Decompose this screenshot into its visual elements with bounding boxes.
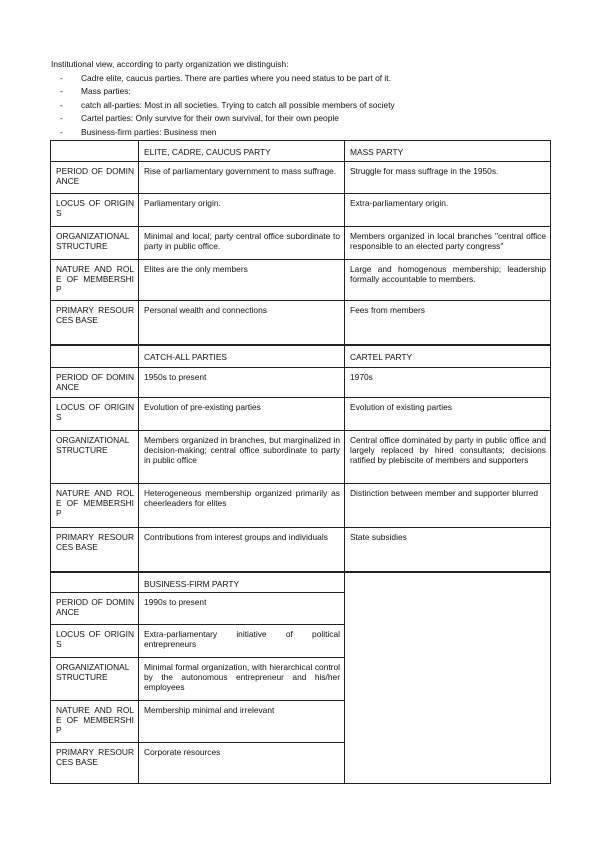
table-cell: Evolution of pre-existing parties — [139, 398, 345, 431]
table-cell: Minimal formal organization, with hierarchical control by the autonomous entrepreneur and his/her employees — [139, 658, 345, 701]
table-cell: Evolution of existing parties — [345, 398, 551, 431]
table-cell: Members organized in local branches "central office responsible to an elected party congress" — [345, 227, 551, 260]
table-row — [51, 301, 551, 345]
table-row — [51, 398, 551, 431]
party-type-list — [60, 72, 395, 139]
row-label: LOCUS OF ORIGINS — [51, 625, 139, 658]
table-cell: State subsidies — [345, 528, 551, 572]
row-label: NATURE AND ROLE OF MEMBERSHIP — [51, 701, 139, 743]
empty-cell — [345, 572, 551, 784]
table-cell: Contributions from interest groups and individuals — [139, 528, 345, 572]
row-label: PERIOD OF DOMINANCE — [51, 593, 139, 625]
table-cell: Elites are the only members — [139, 260, 345, 301]
table-cell: Central office dominated by party in public office and largely replaced by hired consultants; decisions ratified by plebiscite of members and supporters — [345, 431, 551, 484]
list-item: - Cadre elite, caucus parties. There are parties where you need status to be part of it. — [60, 72, 395, 85]
table-header-row — [51, 345, 551, 368]
table-cell: Members organized in branches, but marginalized in decision-making; central office subordinate to party in public office — [139, 431, 345, 484]
table-cell: 1970s — [345, 368, 551, 398]
table-cell: Distinction between member and supporter blurred — [345, 484, 551, 528]
table-cell: Extra-parliamentary initiative of political entrepreneurs — [139, 625, 345, 658]
empty-header-cell — [51, 141, 139, 162]
row-label: PERIOD OF DOMINANCE — [51, 162, 139, 194]
table-row — [51, 431, 551, 484]
row-label: NATURE AND ROLE OF MEMBERSHIP — [51, 260, 139, 301]
column-header: ELITE, CADRE, CAUCUS PARTY — [139, 141, 345, 162]
table-header-row — [51, 141, 551, 162]
table-row — [51, 260, 551, 301]
column-header: CATCH-ALL PARTIES — [139, 345, 345, 368]
row-label: NATURE AND ROLE OF MEMBERSHIP — [51, 484, 139, 528]
table-row — [51, 368, 551, 398]
table-cell: 1950s to present — [139, 368, 345, 398]
table-cell: Rise of parliamentary government to mass suffrage. — [139, 162, 345, 194]
column-header: MASS PARTY — [345, 141, 551, 162]
list-item: - Business-firm parties: Business men — [60, 126, 395, 139]
column-header: BUSINESS-FIRM PARTY — [139, 572, 345, 593]
row-label: ORGANIZATIONAL STRUCTURE — [51, 658, 139, 701]
row-label: PRIMARY RESOURCES BASE — [51, 528, 139, 572]
row-label: PRIMARY RESOURCES BASE — [51, 743, 139, 784]
table-cell: Corporate resources — [139, 743, 345, 784]
row-label: LOCUS OF ORIGINS — [51, 194, 139, 227]
table-row — [51, 484, 551, 528]
list-item: - Mass parties: — [60, 85, 395, 98]
table-header-row — [51, 572, 551, 593]
table-row — [51, 528, 551, 572]
list-item: - Cartel parties: Only survive for their own survival, for their own people — [60, 112, 395, 125]
table-cell: Fees from members — [345, 301, 551, 345]
column-header: CARTEL PARTY — [345, 345, 551, 368]
row-label: ORGANIZATIONAL STRUCTURE — [51, 227, 139, 260]
table-row — [51, 194, 551, 227]
row-label: LOCUS OF ORIGINS — [51, 398, 139, 431]
table-cell: Extra-parliamentary origin. — [345, 194, 551, 227]
table-cell: Minimal and local; party central office subordinate to party in public office. — [139, 227, 345, 260]
empty-header-cell — [51, 572, 139, 593]
row-label: PRIMARY RESOURCES BASE — [51, 301, 139, 345]
party-comparison-table — [50, 140, 551, 784]
list-item: - catch all-parties: Most in all societies. Trying to catch all possible members of society — [60, 99, 395, 112]
table-cell: 1990s to present — [139, 593, 345, 625]
table-cell: Personal wealth and connections — [139, 301, 345, 345]
row-label: ORGANIZATIONAL STRUCTURE — [51, 431, 139, 484]
table-row — [51, 162, 551, 194]
table-row — [51, 227, 551, 260]
row-label: PERIOD OF DOMINANCE — [51, 368, 139, 398]
intro-text: Institutional view, according to party organization we distinguish: — [51, 59, 289, 69]
table-cell: Struggle for mass suffrage in the 1950s. — [345, 162, 551, 194]
table-cell: Large and homogenous membership; leadership formally accountable to members. — [345, 260, 551, 301]
table-cell: Parliamentary origin. — [139, 194, 345, 227]
table-cell: Heterogeneous membership organized primarily as cheerleaders for elites — [139, 484, 345, 528]
table-cell: Membership minimal and irrelevant — [139, 701, 345, 743]
empty-header-cell — [51, 345, 139, 368]
